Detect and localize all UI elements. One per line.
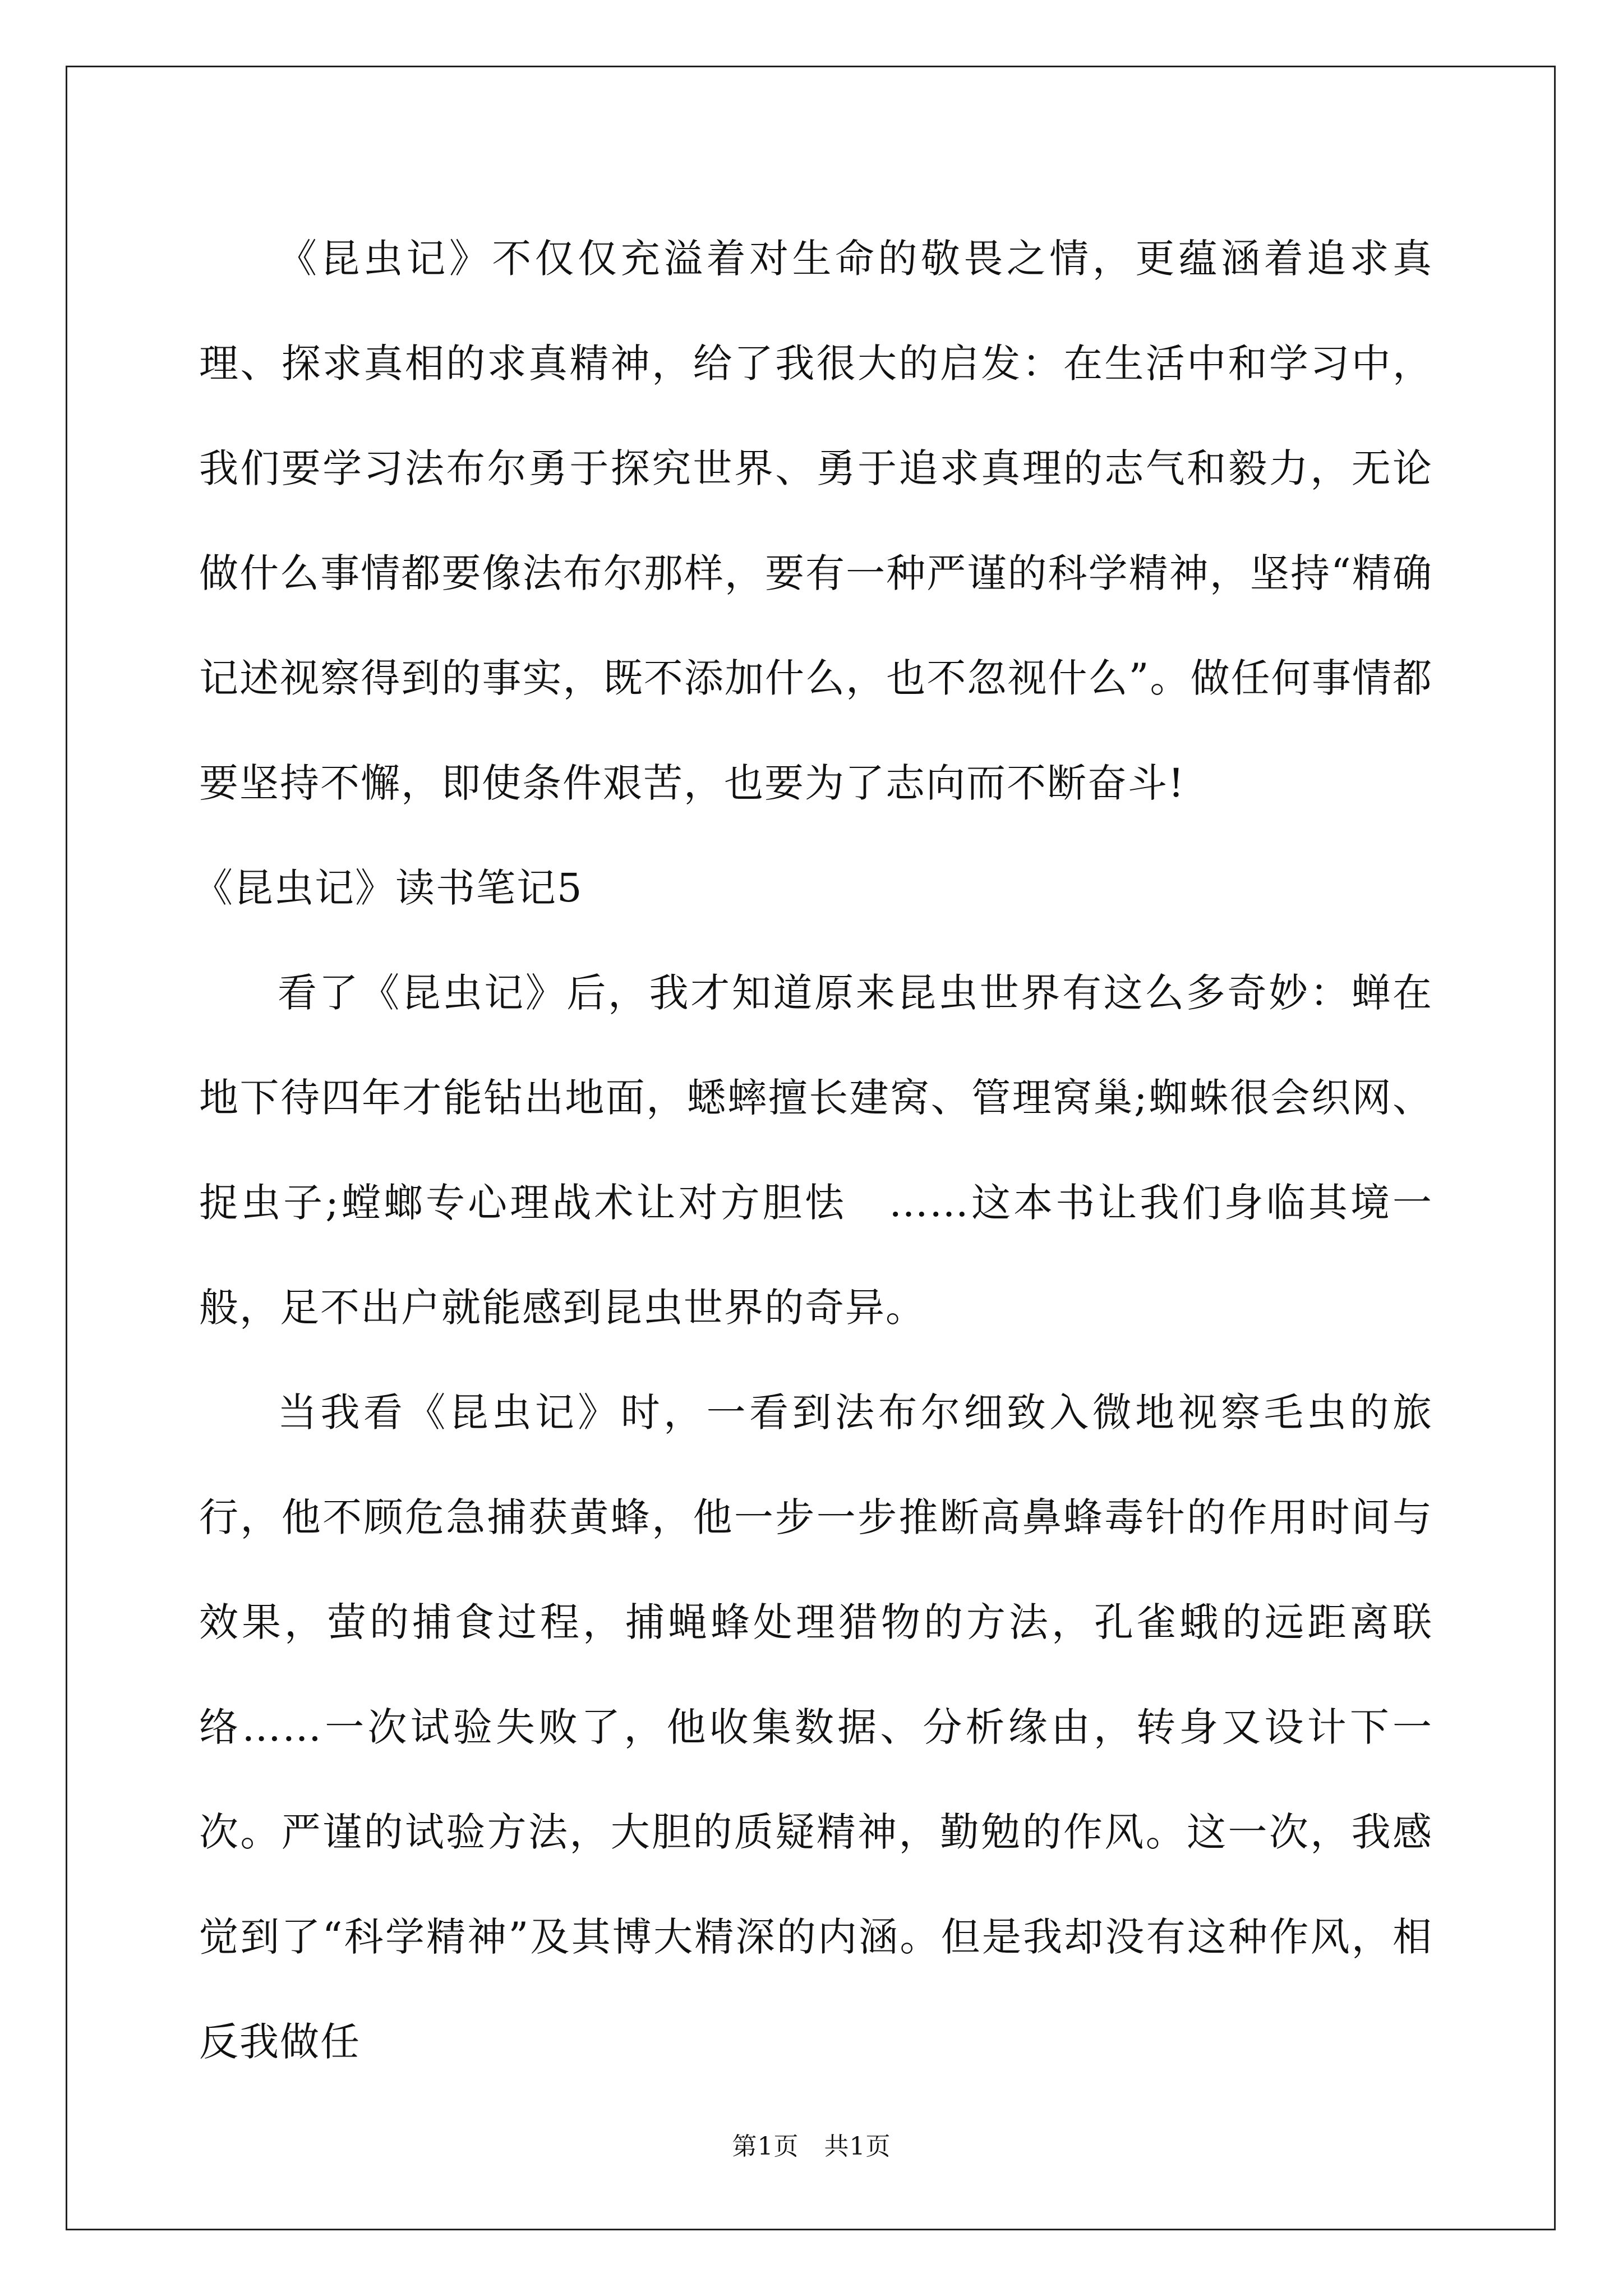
page-footer: 第1页 共1页	[732, 2132, 891, 2161]
document-body	[193, 206, 1433, 2095]
paragraph-2: 看了《昆虫记》后，我才知道原来昆虫世界有这么多奇妙：蝉在地下待四年才能钻出地面，蟋蟀擅长建窝、管理窝巢;蜘蛛很会织网、捉虫子;螳螂专心理战术让对方胆怯 ……这本书让我们身临其境一般，足不出户就能感到昆虫世界的奇异。	[199, 970, 1433, 1331]
paragraph-1: 《昆虫记》不仅仅充溢着对生命的敬畏之情，更蕴涵着追求真理、探求真相的求真精神，给了我很大的启发：在生活中和学习中，我们要学习法布尔勇于探究世界、勇于追求真理的志气和毅力，无论做什么事情都要像法布尔那样，要有一种严谨的科学精神，坚持“精确记述视察得到的事实，既不添加什么，也不忽视什么”。做任何事情都要坚持不懈，即使条件艰苦，也要为了志向而不断奋斗!	[199, 236, 1433, 806]
section-title: 《昆虫记》读书笔记5	[193, 865, 583, 911]
paragraph-3: 当我看《昆虫记》时，一看到法布尔细致入微地视察毛虫的旅行，他不顾危急捕获黄蜂，他一步一步推断高鼻蜂毒针的作用时间与效果，萤的捕食过程，捕蝇蜂处理猎物的方法，孔雀蛾的远距离联络……一次试验失败了，他收集数据、分析缘由，转身又设计下一次。严谨的试验方法，大胆的质疑精神，勤勉的作风。这一次，我感觉到了“科学精神”及其博大精深的内涵。但是我却没有这种作风，相反我做任	[199, 1389, 1433, 2065]
